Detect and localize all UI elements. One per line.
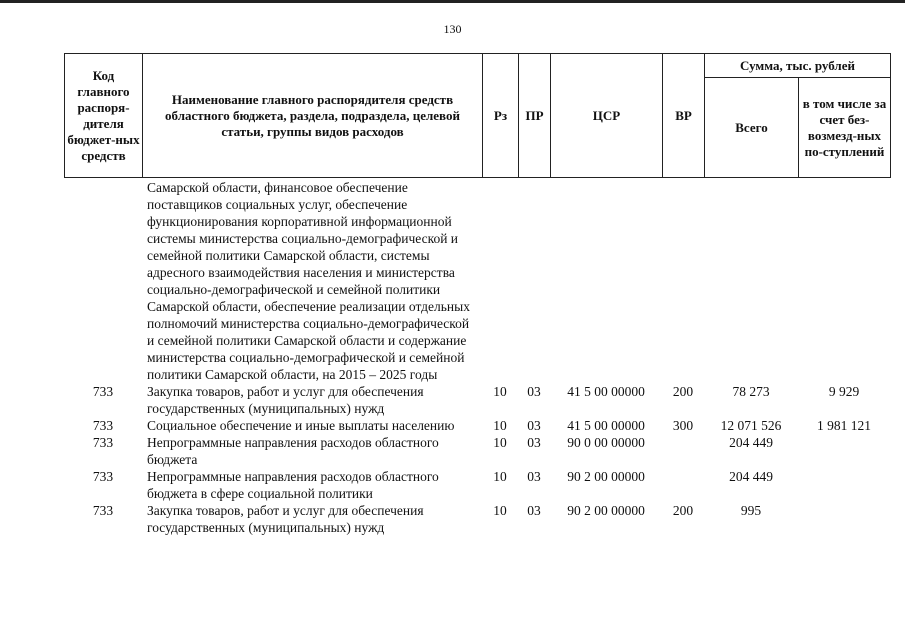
cell-name: Закупка товаров, работ и услуг для обеспечения государственных (муниципальных) нужд xyxy=(147,384,424,416)
header-vr: ВР xyxy=(663,54,705,178)
table-row xyxy=(64,468,890,502)
header-name: Наименование главного распорядителя средств областного бюджета, раздела, подраздела, целевой статьи, группы видов расходов xyxy=(143,54,483,178)
table-header xyxy=(64,53,891,178)
table-row xyxy=(64,417,890,434)
cell-total: 204 449 xyxy=(729,469,773,484)
table-row xyxy=(64,434,890,468)
cell-free: 9 929 xyxy=(828,384,860,399)
cell-code: 733 xyxy=(92,435,114,450)
cell-name: Закупка товаров, работ и услуг для обеспечения государственных (муниципальных) нужд xyxy=(147,503,424,535)
top-border-line xyxy=(0,0,905,3)
continuation-row xyxy=(64,179,890,383)
cell-pr: 03 xyxy=(527,503,541,518)
cell-code: 733 xyxy=(92,418,114,433)
cell-vr: 200 xyxy=(672,384,694,399)
cell-rz: 10 xyxy=(493,503,507,518)
cell-code: 733 xyxy=(92,469,114,484)
cell-csr: 90 2 00 00000 xyxy=(567,469,645,484)
continuation-text: Самарской области, финансовое обеспечение поставщиков социальных услуг, обеспечение функционирования корпоративной информационной системы министерства социально-демографической и семейной политики Самарской области, системы адресного взаимодействия населения и министерства социально-демографической и семейной политики Самарской области, обеспечение реализации отдельных полномочий министерства социально-демографической и семейной политики Самарской области и содержание министерства социально-демографической и семейной политики Самарской области, на 2015 – 2025 годы xyxy=(147,180,470,382)
cell-pr: 03 xyxy=(527,418,541,433)
table-row xyxy=(64,383,890,417)
header-csr: ЦСР xyxy=(551,54,663,178)
header-code: Код главного распоря-дителя бюджет-ных средств xyxy=(65,54,143,178)
cell-vr: 300 xyxy=(672,418,694,433)
cell-pr: 03 xyxy=(527,435,541,450)
header-total: Всего xyxy=(705,78,799,178)
table-body xyxy=(64,179,890,536)
cell-rz: 10 xyxy=(493,384,507,399)
cell-rz: 10 xyxy=(493,418,507,433)
cell-pr: 03 xyxy=(527,384,541,399)
table-row xyxy=(64,502,890,536)
cell-code: 733 xyxy=(92,503,114,518)
header-incl: в том числе за счет без-возмезд-ных по-ступлений xyxy=(799,78,891,178)
cell-total: 204 449 xyxy=(729,435,773,450)
cell-rz: 10 xyxy=(493,469,507,484)
cell-code: 733 xyxy=(92,384,114,399)
cell-name: Социальное обеспечение и иные выплаты населению xyxy=(147,418,455,433)
cell-csr: 90 0 00 00000 xyxy=(567,435,645,450)
cell-free: 1 981 121 xyxy=(817,418,871,433)
cell-name: Непрограммные направления расходов областного бюджета в сфере социальной политики xyxy=(147,469,439,501)
cell-csr: 41 5 00 00000 xyxy=(567,384,645,399)
cell-vr: 200 xyxy=(672,503,694,518)
cell-name: Непрограммные направления расходов областного бюджета xyxy=(147,435,439,467)
cell-csr: 90 2 00 00000 xyxy=(567,503,645,518)
cell-total: 12 071 526 xyxy=(720,418,782,433)
header-pr: ПР xyxy=(519,54,551,178)
cell-total: 78 273 xyxy=(732,384,770,399)
cell-rz: 10 xyxy=(493,435,507,450)
cell-pr: 03 xyxy=(527,469,541,484)
header-rz: Рз xyxy=(483,54,519,178)
cell-csr: 41 5 00 00000 xyxy=(567,418,645,433)
cell-total: 995 xyxy=(740,503,762,518)
header-sum: Сумма, тыс. рублей xyxy=(705,54,891,78)
page-number: 130 xyxy=(443,22,462,36)
